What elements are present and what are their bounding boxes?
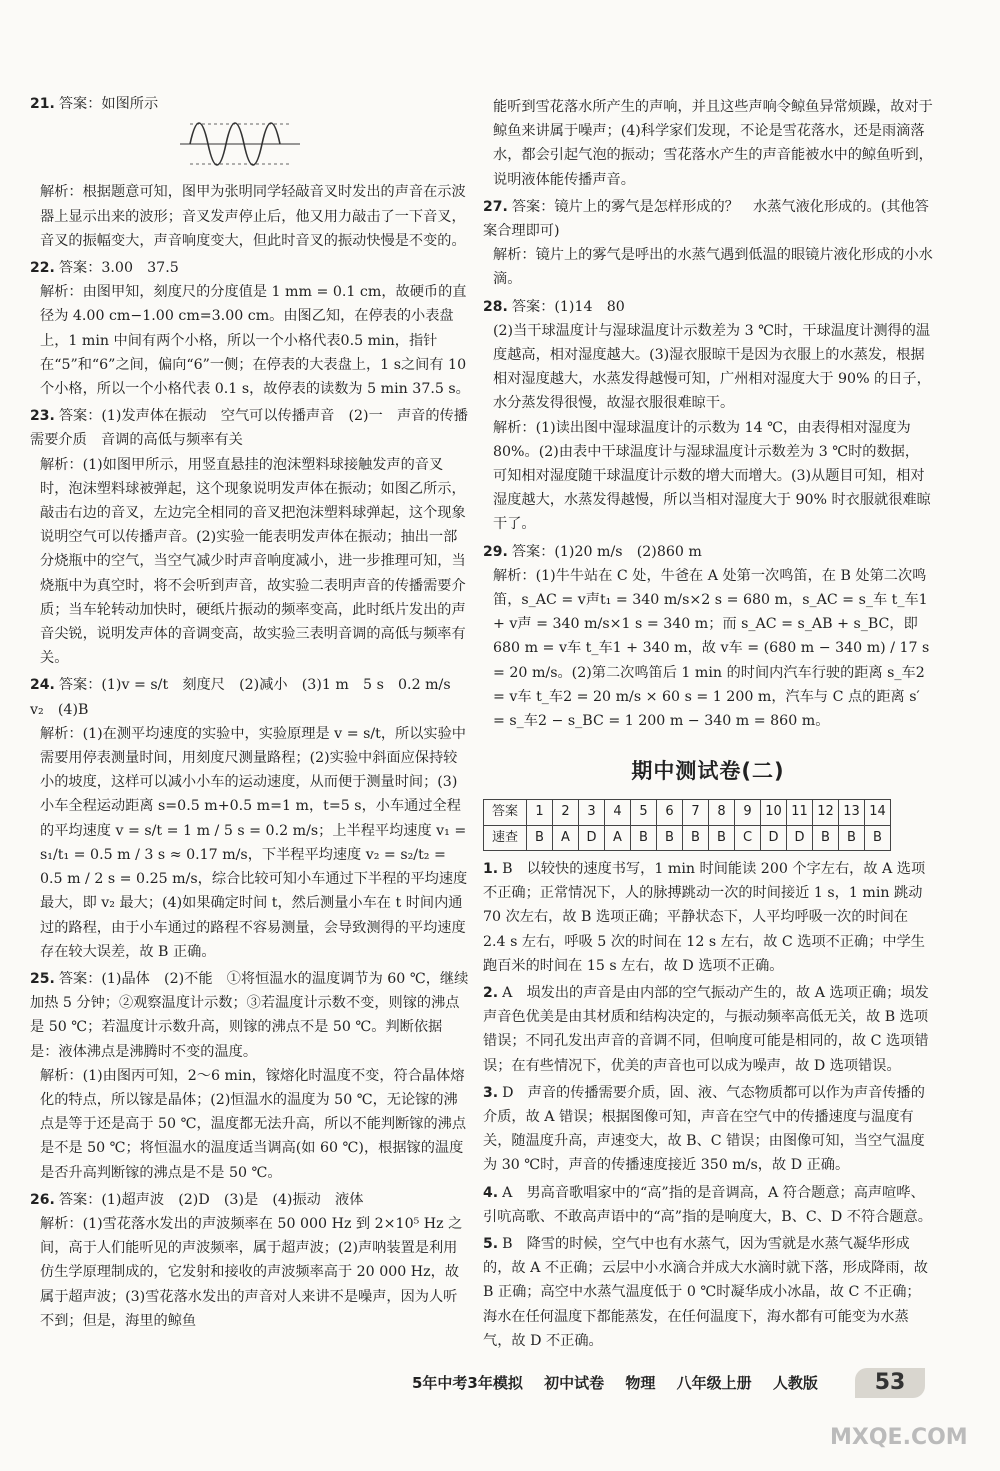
footer-series: 5年中考3年模拟	[412, 1374, 523, 1392]
table-cell: A	[605, 825, 631, 850]
left-column	[30, 92, 470, 1336]
answer-text: 答案：3.00 37.5	[58, 260, 179, 277]
analysis-text: 解析：(1)由图丙可知，2～6 min，镓熔化时温度不变，符合晶体熔化的特点，所以镓是晶体；(2)恒温水的温度为 50 ℃，无论镓的沸点是等于还是高于 50 ℃，温度都无法升高，所以不能判断镓的沸点是不是 50 ℃；将恒温水的温度适当调高(如 60 ℃)，根据镓的温度是否升高判断镓的沸点是不是 50 ℃。	[40, 1067, 467, 1181]
table-cell: 8	[709, 800, 735, 825]
answer-text: 答案：(1)超声波 (2)D (3)是 (4)振动 液体	[58, 1191, 364, 1208]
footer-type: 初中试卷	[544, 1374, 605, 1392]
table-cell: B	[709, 825, 735, 850]
table-cell: B	[527, 825, 553, 850]
footer-subject: 物理	[625, 1374, 656, 1392]
table-cell: 7	[683, 800, 709, 825]
question-number: 25.	[30, 970, 55, 987]
question-number: 24.	[30, 677, 55, 694]
watermark: MXQE.COM	[830, 1425, 968, 1450]
answer-table-row-answers	[484, 825, 891, 850]
question-number: 3.	[483, 1084, 499, 1101]
table-cell: 13	[839, 800, 865, 825]
table-cell: B	[657, 825, 683, 850]
solution-text: A 埙发出的声音是由内部的空气振动产生的，故 A 选项正确；埙发声音色优美是由其材质和结构决定的，与振动频率高低无关，故 B 选项错误；不同孔发出声音的音调不同，但响度可能是相同的，故 C 选项错误；在有些情况下，优美的声音也可以成为噪声，故 D 选项错误。	[483, 984, 929, 1074]
table-cell: C	[735, 825, 761, 850]
table-cell: D	[579, 825, 605, 850]
question-25	[30, 967, 470, 1185]
solution-text: B 以较快的速度书写，1 min 时间能读 200 个字左右，故 A 选项不正确；正常情况下，人的脉搏跳动一次的时间接近 1 s，1 min 跳动 70 次左右，故 B 选项正确；平静状态下，人平均呼吸一次的时间在 2.4 s 左右，呼吸 5 次的时间在 12 s 左右，故 C 选项不正确；中学生跑百米的时间在 15 s 左右，故 D 选项不正确。	[483, 860, 926, 974]
solution-text: B 降雪的时候，空气中也有水蒸气，因为雪就是水蒸气凝华形成的，故 A 不正确；云层中小水滴合并成大水滴时就下落，形成降雨，故 B 正确；高空中水蒸气温度低于 0 ℃时凝华成小冰晶，故 C 不正确；海水在任何温度下都能蒸发，在任何温度下，海水都有可能变为水蒸气，故 D 不正确。	[483, 1235, 928, 1349]
question-number: 4.	[483, 1184, 499, 1201]
answer-text: 答案：(1)20 m/s (2)860 m	[511, 543, 702, 560]
question-number: 23.	[30, 408, 55, 425]
table-cell: 6	[657, 800, 683, 825]
answer-text: 答案：(1)发声体在振动 空气可以传播声音 (2)一 声音的传播需要介质 音调的高低与频率有关	[30, 408, 468, 449]
analysis-text: 解析：(1)如图甲所示，用竖直悬挂的泡沫塑料球接触发声的音叉时，泡沫塑料球被弹起，这个现象说明发声体在振动；如图乙所示，敲击右边的音叉，左边完全相同的音叉把泡沫塑料球弹起，这个现象说明空气可以传播声音。(2)实验一能表明发声体在振动；抽出一部分烧瓶中的空气，当空气减少时声音响度减小，进一步推理可知，当烧瓶中为真空时，将不会听到声音，故实验二表明声音的传播需要介质；当车轮转动加快时，硬纸片振动的频率变高，此时纸片发出的声音尖锐，说明发声体的音调变高，故实验三表明音调的高低与频率有关。	[40, 456, 466, 667]
answer-text: 答案：(1)14 80	[511, 298, 625, 315]
solution-text: A 男高音歌唱家中的“高”指的是音调高，A 符合题意；高声喧哗、引吭高歌、不敢高声语中的“高”指的是响度大，B、C、D 不符合题意。	[483, 1184, 932, 1225]
question-number: 26.	[30, 1191, 55, 1208]
question-24	[30, 673, 470, 963]
question-21	[30, 92, 470, 253]
table-cell: B	[631, 825, 657, 850]
analysis-text: 解析：由图甲知，刻度尺的分度值是 1 mm = 0.1 cm，故硬币的直径为 4.00 cm−1.00 cm=3.00 cm。由图乙知，在停表的小表盘上，1 min 中间有两个小格，所以一个小格代表0.5 min，指针在“5”和“6”之间，偏向“6”一侧；在停表的大表盘上，1 s之间有 10 个小格，所以一个小格代表 0.1 s，故停表的读数为 5 min 37.5 s。	[40, 284, 470, 398]
table-cell: 10	[761, 800, 787, 825]
question-26	[30, 1188, 470, 1333]
table-cell: 9	[735, 800, 761, 825]
section-title: 期中测试卷(二)	[631, 759, 785, 784]
answer-text: 答案：(1)v = s/t 刻度尺 (2)减小 (3)1 m 5 s 0.2 m/s v₂ (4)B	[30, 677, 465, 718]
question-number: 29.	[483, 543, 508, 560]
table-cell: B	[865, 825, 891, 850]
analysis-text: 解析：(1)雪花落水发出的声波频率在 50 000 Hz 到 2×10⁵ Hz 之间，高于人们能听见的声波频率，属于超声波；(2)声呐装置是利用仿生学原理制成的，它发射和接收的声波频率高于 20 000 Hz，故属于超声波；(3)雪花落水发出的声音对人来讲不是噪声，因为人听不到；但是，海里的鲸鱼	[40, 1215, 463, 1329]
answer-text: 答案：镜片上的雾气是怎样形成的？ 水蒸气液化形成的。(其他答案合理即可)	[483, 198, 929, 240]
solution-text: D 声音的传播需要介质，固、液、气态物质都可以作为声音传播的介质，故 A 错误；根据图像可知，声音在空气中的传播速度与温度有关，随温度升高，声速变大，故 B、C 错误；由图像可知，当空气温度为 30 ℃时，声音的传播速度接近 350 m/s，故 D 正确。	[483, 1084, 925, 1174]
analysis-text: 解析：镜片上的雾气是呼出的水蒸气遇到低温的眼镜片液化形成的小水滴。	[493, 247, 933, 288]
analysis-text: 解析：(1)牛牛站在 C 处，牛爸在 A 处第一次鸣笛，在 B 处第二次鸣笛，s_AC = v声t₁ = 340 m/s×2 s = 680 m，s_AC = s_车 t_车1 + v声 = 340 m/s×1 s = 340 m；而 s_AC = s_AB + s_BC，即 680 m = v车 t_车1 + 340 m，故 v车 = (680 m − 340 m) / 17 s = 20 m/s。(2)第二次鸣笛后 1 min 的时间内汽车行驶的距离 s_车2 = v车 t_车2 = 20 m/s × 60 s = 1 200 m，汽车与 C 点的距离 s′ = s_车2 − s_BC = 1 200 m − 340 m = 860 m。	[493, 567, 930, 730]
question-23	[30, 404, 470, 670]
question-28	[483, 295, 933, 537]
question-number: 22.	[30, 260, 55, 277]
table-cell: A	[553, 825, 579, 850]
page-number: 53	[855, 1368, 925, 1398]
answer-text: 答案：如图所示	[58, 96, 159, 112]
answer-table	[483, 799, 891, 850]
answer-text: 答案：(1)晶体 (2)不能 ①将恒温水的温度调节为 60 ℃，继续加热 5 分钟；②观察温度计示数；③若温度计示数不变，则镓的沸点是 50 ℃；若温度计示数升高，则镓的沸点不是 50 ℃。判断依据是：液体沸点是沸腾时不变的温度。	[30, 970, 469, 1060]
exam-question-3	[483, 1081, 933, 1178]
question-22	[30, 256, 470, 401]
footer-edition: 人教版	[772, 1374, 818, 1392]
table-cell: 3	[579, 800, 605, 825]
question-number: 1.	[483, 860, 499, 877]
table-cell: D	[787, 825, 813, 850]
table-cell: 12	[813, 800, 839, 825]
table-cell: 14	[865, 800, 891, 825]
table-cell: 5	[631, 800, 657, 825]
waveform-figure	[180, 122, 300, 166]
question-26-continued	[483, 95, 933, 192]
question-27	[483, 195, 933, 292]
analysis-text: 解析：(1)在测平均速度的实验中，实验原理是 v = s/t，所以实验中需要用停表测量时间，用刻度尺测量路程；(2)实验中斜面应保持较小的坡度，这样可以减小小车的运动速度，从而便于测量时间；(3)小车全程运动距离 s=0.5 m+0.5 m=1 m，t=5 s，小车通过全程的平均速度 v = s/t = 1 m / 5 s = 0.2 m/s；上半程平均速度 v₁ = s₁/t₁ = 0.5 m / 3 s ≈ 0.17 m/s，下半程平均速度 v₂ = s₂/t₂ = 0.5 m / 2 s = 0.25 m/s，综合比较可知小车通过下半程的平均速度最大，即 v₂ 最大；(4)如果确定时间 t，然后测量小车在 t 时间内通过的路程，由于小车通过的路程不容易测量，会导致测得的平均速度存在较大误差，故 B 正确。	[40, 725, 468, 960]
table-cell: D	[761, 825, 787, 850]
right-column	[483, 95, 933, 1356]
question-number: 21.	[30, 96, 55, 112]
answer-table-label: 速查	[484, 825, 527, 850]
table-cell: B	[683, 825, 709, 850]
question-number: 27.	[483, 198, 508, 215]
question-number: 2.	[483, 984, 499, 1001]
table-cell: B	[839, 825, 865, 850]
table-cell: B	[813, 825, 839, 850]
exam-question-2	[483, 981, 933, 1078]
exam-question-5	[483, 1232, 933, 1353]
table-cell: 2	[553, 800, 579, 825]
answer-table-row-numbers	[484, 800, 891, 825]
analysis-text: 解析：根据题意可知，图甲为张明同学轻敲音叉时发出的声音在示波器上显示出来的波形；音叉发声停止后，他又用力敲击了一下音叉，音叉的振幅变大，声音响度变大，但此时音叉的振动快慢是不变的。	[40, 184, 466, 249]
exam-question-4	[483, 1181, 933, 1229]
analysis-text: (2)当干球温度计与湿球温度计示数差为 3 ℃时，干球温度计测得的温度越高，相对湿度越大。(3)湿衣服晾干是因为衣服上的水蒸发，根据相对湿度越大，水蒸发得越慢可知，广州相对湿度大于 90% 的日子，水分蒸发得很慢，故湿衣服很难晾干。 解析：(1)读出图中湿球温度计的示数为 14 ℃，由表得相对湿度为 80%。(2)由表中干球温度计与湿球温度计示数差为 3 ℃时的数据，可知相对湿度随干球温度计示数的增大而增大。(3)从题目可知，相对湿度越大，水蒸发得越慢，所以当相对湿度大于 90% 时衣服就很难晾干了。	[493, 322, 931, 533]
table-cell: 11	[787, 800, 813, 825]
footer-grade: 八年级上册	[676, 1374, 752, 1392]
exam-question-1	[483, 857, 933, 978]
question-number: 5.	[483, 1235, 499, 1252]
table-cell: 4	[605, 800, 631, 825]
table-cell: 1	[527, 800, 553, 825]
analysis-text: 能听到雪花落水所产生的声响，并且这些声响令鲸鱼异常烦躁，故对于鲸鱼来讲属于噪声；(4)科学家们发现，不论是雪花落水，还是雨滴落水，都会引起气泡的振动；雪花落水产生的声音能被水中的鲸鱼听到，说明液体能传播声音。	[493, 99, 933, 188]
question-number: 28.	[483, 298, 508, 315]
answer-table-label: 答案	[484, 800, 527, 825]
question-29	[483, 540, 933, 734]
